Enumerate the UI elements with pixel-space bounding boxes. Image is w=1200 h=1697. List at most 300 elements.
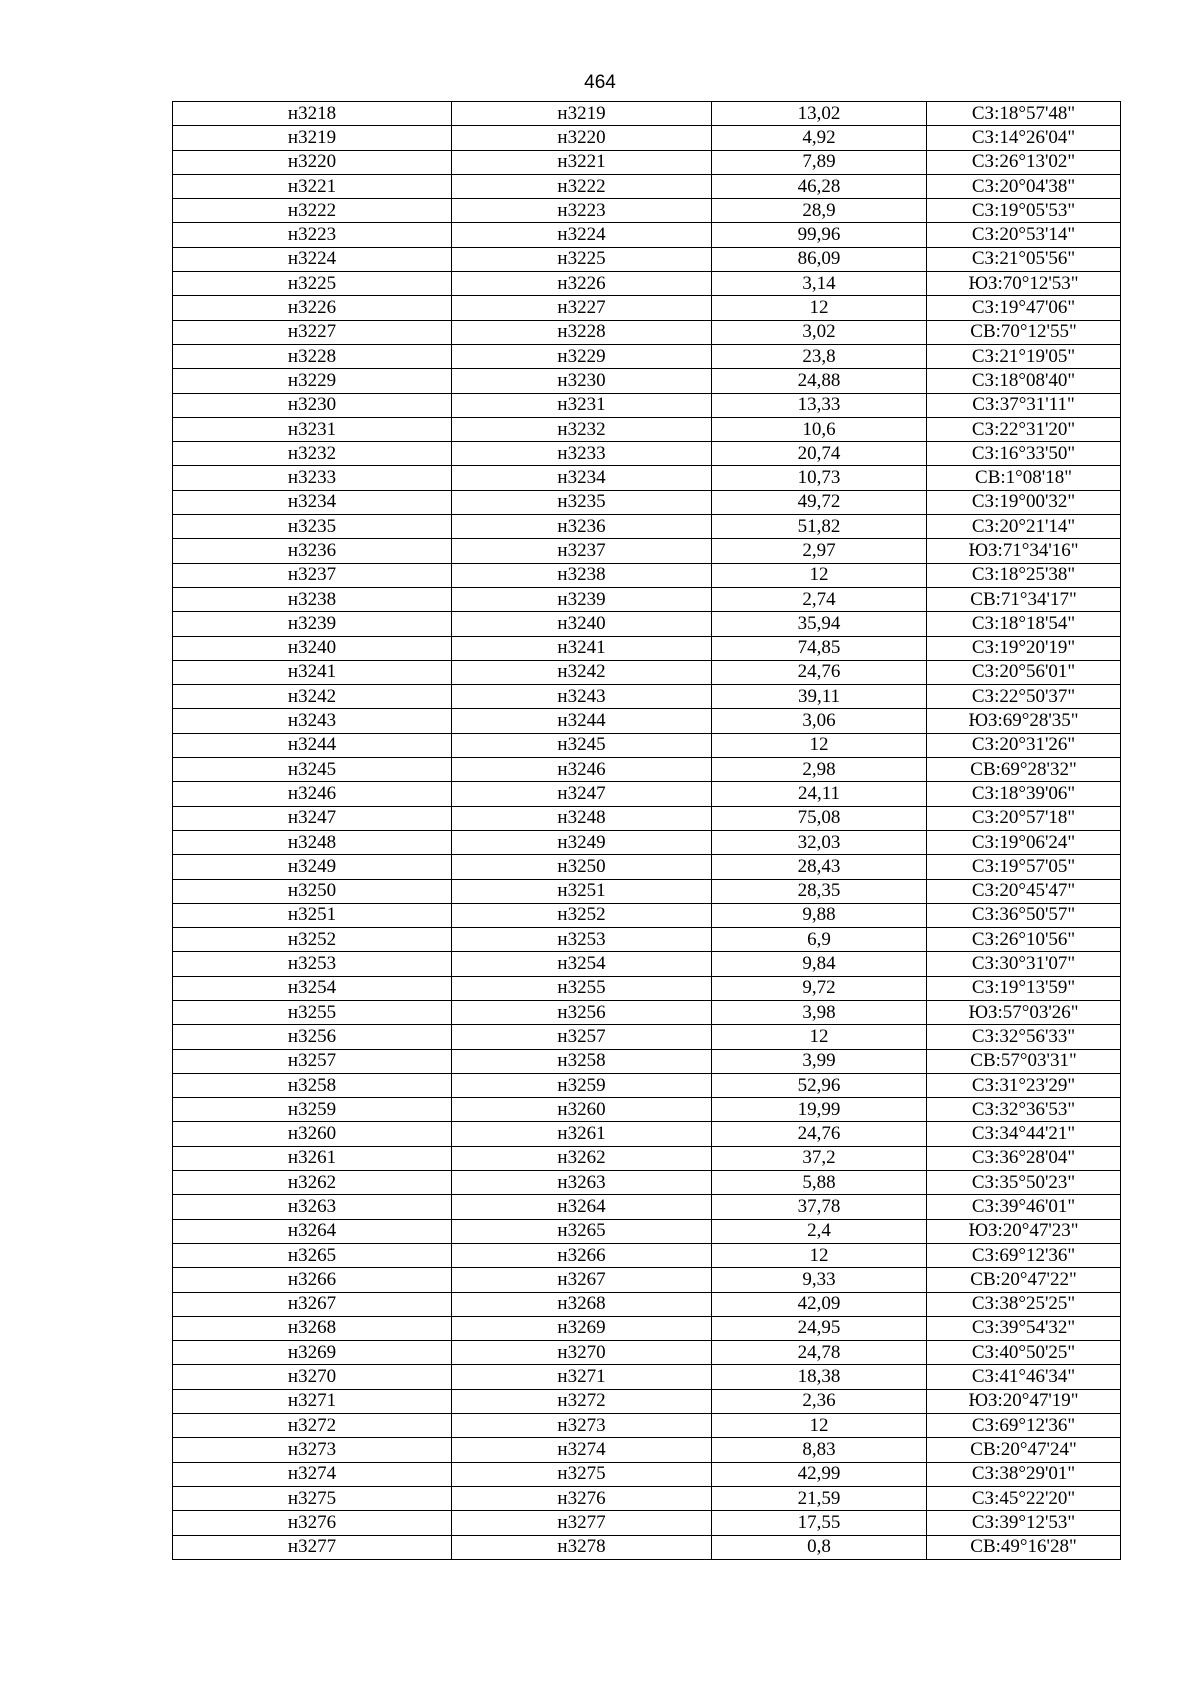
table-row bbox=[173, 1438, 1121, 1462]
table-row bbox=[173, 126, 1121, 150]
table-row bbox=[173, 1268, 1121, 1292]
bearing-cell: СЗ:39°12'53" bbox=[927, 1511, 1121, 1535]
distance-cell: 24,76 bbox=[712, 660, 927, 684]
from-point-cell: н3232 bbox=[173, 442, 452, 466]
distance-cell: 9,88 bbox=[712, 903, 927, 927]
to-point-cell: н3274 bbox=[452, 1438, 712, 1462]
to-point-cell: н3240 bbox=[452, 612, 712, 636]
from-point-cell: н3221 bbox=[173, 174, 452, 198]
to-point-cell: н3243 bbox=[452, 685, 712, 709]
distance-cell: 99,96 bbox=[712, 223, 927, 247]
to-point-cell: н3254 bbox=[452, 952, 712, 976]
from-point-cell: н3222 bbox=[173, 199, 452, 223]
to-point-cell: н3253 bbox=[452, 928, 712, 952]
table-row bbox=[173, 976, 1121, 1000]
distance-cell: 10,6 bbox=[712, 417, 927, 441]
to-point-cell: н3260 bbox=[452, 1098, 712, 1122]
to-point-cell: н3244 bbox=[452, 709, 712, 733]
table-row bbox=[173, 369, 1121, 393]
bearing-cell: СЗ:18°25'38" bbox=[927, 563, 1121, 587]
from-point-cell: н3247 bbox=[173, 806, 452, 830]
to-point-cell: н3269 bbox=[452, 1316, 712, 1340]
to-point-cell: н3227 bbox=[452, 296, 712, 320]
table-row bbox=[173, 1049, 1121, 1073]
bearing-cell: СЗ:20°04'38" bbox=[927, 174, 1121, 198]
from-point-cell: н3219 bbox=[173, 126, 452, 150]
from-point-cell: н3229 bbox=[173, 369, 452, 393]
from-point-cell: н3259 bbox=[173, 1098, 452, 1122]
to-point-cell: н3259 bbox=[452, 1073, 712, 1097]
bearing-cell: СЗ:18°57'48" bbox=[927, 102, 1121, 126]
bearing-cell: СЗ:22°50'37" bbox=[927, 685, 1121, 709]
distance-cell: 3,98 bbox=[712, 1000, 927, 1024]
table-row bbox=[173, 320, 1121, 344]
table-row bbox=[173, 563, 1121, 587]
from-point-cell: н3242 bbox=[173, 685, 452, 709]
to-point-cell: н3278 bbox=[452, 1535, 712, 1559]
to-point-cell: н3219 bbox=[452, 102, 712, 126]
to-point-cell: н3223 bbox=[452, 199, 712, 223]
bearing-cell: СЗ:22°31'20" bbox=[927, 417, 1121, 441]
table-row bbox=[173, 1073, 1121, 1097]
distance-cell: 10,73 bbox=[712, 466, 927, 490]
table-row bbox=[173, 1389, 1121, 1413]
from-point-cell: н3269 bbox=[173, 1341, 452, 1365]
distance-cell: 13,02 bbox=[712, 102, 927, 126]
from-point-cell: н3251 bbox=[173, 903, 452, 927]
distance-cell: 18,38 bbox=[712, 1365, 927, 1389]
bearing-cell: СЗ:39°46'01" bbox=[927, 1195, 1121, 1219]
distance-cell: 24,95 bbox=[712, 1316, 927, 1340]
to-point-cell: н3222 bbox=[452, 174, 712, 198]
bearing-cell: ЮЗ:70°12'53" bbox=[927, 272, 1121, 296]
distance-cell: 2,74 bbox=[712, 587, 927, 611]
table-row bbox=[173, 466, 1121, 490]
from-point-cell: н3277 bbox=[173, 1535, 452, 1559]
distance-cell: 2,97 bbox=[712, 539, 927, 563]
distance-cell: 39,11 bbox=[712, 685, 927, 709]
survey-table bbox=[172, 101, 1121, 1560]
table-row bbox=[173, 733, 1121, 757]
to-point-cell: н3258 bbox=[452, 1049, 712, 1073]
to-point-cell: н3228 bbox=[452, 320, 712, 344]
from-point-cell: н3252 bbox=[173, 928, 452, 952]
to-point-cell: н3248 bbox=[452, 806, 712, 830]
bearing-cell: СЗ:19°00'32" bbox=[927, 490, 1121, 514]
table-row bbox=[173, 855, 1121, 879]
from-point-cell: н3239 bbox=[173, 612, 452, 636]
bearing-cell: СЗ:40°50'25" bbox=[927, 1341, 1121, 1365]
to-point-cell: н3247 bbox=[452, 782, 712, 806]
table-row bbox=[173, 199, 1121, 223]
distance-cell: 13,33 bbox=[712, 393, 927, 417]
to-point-cell: н3246 bbox=[452, 758, 712, 782]
bearing-cell: СЗ:19°47'06" bbox=[927, 296, 1121, 320]
table-row bbox=[173, 709, 1121, 733]
distance-cell: 51,82 bbox=[712, 515, 927, 539]
table-row bbox=[173, 1025, 1121, 1049]
to-point-cell: н3275 bbox=[452, 1462, 712, 1486]
bearing-cell: СЗ:21°05'56" bbox=[927, 247, 1121, 271]
from-point-cell: н3236 bbox=[173, 539, 452, 563]
table-row bbox=[173, 806, 1121, 830]
distance-cell: 12 bbox=[712, 1025, 927, 1049]
distance-cell: 3,06 bbox=[712, 709, 927, 733]
to-point-cell: н3261 bbox=[452, 1122, 712, 1146]
bearing-cell: СВ:69°28'32" bbox=[927, 758, 1121, 782]
bearing-cell: СЗ:19°06'24" bbox=[927, 830, 1121, 854]
from-point-cell: н3233 bbox=[173, 466, 452, 490]
from-point-cell: н3265 bbox=[173, 1243, 452, 1267]
table-row bbox=[173, 636, 1121, 660]
distance-cell: 4,92 bbox=[712, 126, 927, 150]
to-point-cell: н3257 bbox=[452, 1025, 712, 1049]
distance-cell: 2,98 bbox=[712, 758, 927, 782]
from-point-cell: н3237 bbox=[173, 563, 452, 587]
from-point-cell: н3255 bbox=[173, 1000, 452, 1024]
distance-cell: 86,09 bbox=[712, 247, 927, 271]
bearing-cell: СЗ:30°31'07" bbox=[927, 952, 1121, 976]
table-row bbox=[173, 1292, 1121, 1316]
distance-cell: 12 bbox=[712, 296, 927, 320]
table-row bbox=[173, 150, 1121, 174]
table-row bbox=[173, 1341, 1121, 1365]
from-point-cell: н3241 bbox=[173, 660, 452, 684]
from-point-cell: н3246 bbox=[173, 782, 452, 806]
to-point-cell: н3230 bbox=[452, 369, 712, 393]
table-row bbox=[173, 1243, 1121, 1267]
from-point-cell: н3235 bbox=[173, 515, 452, 539]
bearing-cell: СЗ:21°19'05" bbox=[927, 344, 1121, 368]
from-point-cell: н3272 bbox=[173, 1414, 452, 1438]
to-point-cell: н3252 bbox=[452, 903, 712, 927]
table-row bbox=[173, 1195, 1121, 1219]
to-point-cell: н3270 bbox=[452, 1341, 712, 1365]
distance-cell: 42,09 bbox=[712, 1292, 927, 1316]
to-point-cell: н3263 bbox=[452, 1171, 712, 1195]
bearing-cell: ЮЗ:69°28'35" bbox=[927, 709, 1121, 733]
to-point-cell: н3229 bbox=[452, 344, 712, 368]
from-point-cell: н3218 bbox=[173, 102, 452, 126]
from-point-cell: н3273 bbox=[173, 1438, 452, 1462]
to-point-cell: н3226 bbox=[452, 272, 712, 296]
from-point-cell: н3267 bbox=[173, 1292, 452, 1316]
distance-cell: 28,9 bbox=[712, 199, 927, 223]
bearing-cell: СЗ:19°13'59" bbox=[927, 976, 1121, 1000]
from-point-cell: н3262 bbox=[173, 1171, 452, 1195]
bearing-cell: СЗ:36°28'04" bbox=[927, 1146, 1121, 1170]
page-number: 464 bbox=[584, 72, 616, 93]
to-point-cell: н3249 bbox=[452, 830, 712, 854]
table-row bbox=[173, 442, 1121, 466]
to-point-cell: н3250 bbox=[452, 855, 712, 879]
distance-cell: 3,02 bbox=[712, 320, 927, 344]
from-point-cell: н3275 bbox=[173, 1486, 452, 1510]
from-point-cell: н3245 bbox=[173, 758, 452, 782]
distance-cell: 35,94 bbox=[712, 612, 927, 636]
bearing-cell: СЗ:31°23'29" bbox=[927, 1073, 1121, 1097]
distance-cell: 9,33 bbox=[712, 1268, 927, 1292]
bearing-cell: СЗ:32°36'53" bbox=[927, 1098, 1121, 1122]
table-row bbox=[173, 1171, 1121, 1195]
distance-cell: 24,11 bbox=[712, 782, 927, 806]
to-point-cell: н3255 bbox=[452, 976, 712, 1000]
table-row bbox=[173, 296, 1121, 320]
table-row bbox=[173, 879, 1121, 903]
table-row bbox=[173, 1122, 1121, 1146]
from-point-cell: н3231 bbox=[173, 417, 452, 441]
bearing-cell: СЗ:18°18'54" bbox=[927, 612, 1121, 636]
distance-cell: 20,74 bbox=[712, 442, 927, 466]
bearing-cell: СЗ:39°54'32" bbox=[927, 1316, 1121, 1340]
distance-cell: 12 bbox=[712, 1414, 927, 1438]
from-point-cell: н3230 bbox=[173, 393, 452, 417]
bearing-cell: СЗ:19°20'19" bbox=[927, 636, 1121, 660]
bearing-cell: СВ:71°34'17" bbox=[927, 587, 1121, 611]
from-point-cell: н3254 bbox=[173, 976, 452, 1000]
from-point-cell: н3263 bbox=[173, 1195, 452, 1219]
bearing-cell: СВ:57°03'31" bbox=[927, 1049, 1121, 1073]
bearing-cell: СЗ:16°33'50" bbox=[927, 442, 1121, 466]
to-point-cell: н3225 bbox=[452, 247, 712, 271]
bearing-cell: СЗ:38°25'25" bbox=[927, 1292, 1121, 1316]
distance-cell: 3,14 bbox=[712, 272, 927, 296]
distance-cell: 12 bbox=[712, 733, 927, 757]
distance-cell: 8,83 bbox=[712, 1438, 927, 1462]
distance-cell: 6,9 bbox=[712, 928, 927, 952]
distance-cell: 49,72 bbox=[712, 490, 927, 514]
table-row bbox=[173, 247, 1121, 271]
to-point-cell: н3268 bbox=[452, 1292, 712, 1316]
to-point-cell: н3234 bbox=[452, 466, 712, 490]
table-row bbox=[173, 1462, 1121, 1486]
from-point-cell: н3227 bbox=[173, 320, 452, 344]
from-point-cell: н3274 bbox=[173, 1462, 452, 1486]
distance-cell: 3,99 bbox=[712, 1049, 927, 1073]
to-point-cell: н3266 bbox=[452, 1243, 712, 1267]
distance-cell: 17,55 bbox=[712, 1511, 927, 1535]
to-point-cell: н3272 bbox=[452, 1389, 712, 1413]
to-point-cell: н3233 bbox=[452, 442, 712, 466]
table-row bbox=[173, 660, 1121, 684]
from-point-cell: н3234 bbox=[173, 490, 452, 514]
table-row bbox=[173, 223, 1121, 247]
distance-cell: 2,4 bbox=[712, 1219, 927, 1243]
table-row bbox=[173, 587, 1121, 611]
bearing-cell: СЗ:20°21'14" bbox=[927, 515, 1121, 539]
table-row bbox=[173, 393, 1121, 417]
bearing-cell: СЗ:19°05'53" bbox=[927, 199, 1121, 223]
distance-cell: 19,99 bbox=[712, 1098, 927, 1122]
bearing-cell: СЗ:20°57'18" bbox=[927, 806, 1121, 830]
bearing-cell: СЗ:34°44'21" bbox=[927, 1122, 1121, 1146]
to-point-cell: н3256 bbox=[452, 1000, 712, 1024]
table-row bbox=[173, 515, 1121, 539]
from-point-cell: н3244 bbox=[173, 733, 452, 757]
from-point-cell: н3228 bbox=[173, 344, 452, 368]
from-point-cell: н3276 bbox=[173, 1511, 452, 1535]
table-row bbox=[173, 758, 1121, 782]
from-point-cell: н3268 bbox=[173, 1316, 452, 1340]
from-point-cell: н3220 bbox=[173, 150, 452, 174]
from-point-cell: н3261 bbox=[173, 1146, 452, 1170]
to-point-cell: н3251 bbox=[452, 879, 712, 903]
distance-cell: 0,8 bbox=[712, 1535, 927, 1559]
to-point-cell: н3277 bbox=[452, 1511, 712, 1535]
table-row bbox=[173, 685, 1121, 709]
bearing-cell: СЗ:20°56'01" bbox=[927, 660, 1121, 684]
table-row bbox=[173, 1511, 1121, 1535]
to-point-cell: н3237 bbox=[452, 539, 712, 563]
from-point-cell: н3225 bbox=[173, 272, 452, 296]
table-row bbox=[173, 1486, 1121, 1510]
distance-cell: 7,89 bbox=[712, 150, 927, 174]
distance-cell: 24,88 bbox=[712, 369, 927, 393]
bearing-cell: СЗ:20°45'47" bbox=[927, 879, 1121, 903]
distance-cell: 52,96 bbox=[712, 1073, 927, 1097]
table-body bbox=[173, 102, 1121, 1560]
to-point-cell: н3276 bbox=[452, 1486, 712, 1510]
table-row bbox=[173, 1365, 1121, 1389]
bearing-cell: СЗ:41°46'34" bbox=[927, 1365, 1121, 1389]
bearing-cell: ЮЗ:20°47'19" bbox=[927, 1389, 1121, 1413]
distance-cell: 24,76 bbox=[712, 1122, 927, 1146]
table-row bbox=[173, 102, 1121, 126]
bearing-cell: СЗ:69°12'36" bbox=[927, 1243, 1121, 1267]
table-row bbox=[173, 1316, 1121, 1340]
from-point-cell: н3250 bbox=[173, 879, 452, 903]
distance-cell: 23,8 bbox=[712, 344, 927, 368]
from-point-cell: н3226 bbox=[173, 296, 452, 320]
distance-cell: 37,78 bbox=[712, 1195, 927, 1219]
bearing-cell: СВ:20°47'24" bbox=[927, 1438, 1121, 1462]
table-row bbox=[173, 782, 1121, 806]
bearing-cell: СЗ:38°29'01" bbox=[927, 1462, 1121, 1486]
bearing-cell: СВ:49°16'28" bbox=[927, 1535, 1121, 1559]
bearing-cell: ЮЗ:57°03'26" bbox=[927, 1000, 1121, 1024]
to-point-cell: н3245 bbox=[452, 733, 712, 757]
bearing-cell: СЗ:20°31'26" bbox=[927, 733, 1121, 757]
distance-cell: 12 bbox=[712, 1243, 927, 1267]
from-point-cell: н3256 bbox=[173, 1025, 452, 1049]
to-point-cell: н3236 bbox=[452, 515, 712, 539]
from-point-cell: н3224 bbox=[173, 247, 452, 271]
bearing-cell: СЗ:45°22'20" bbox=[927, 1486, 1121, 1510]
distance-cell: 28,43 bbox=[712, 855, 927, 879]
distance-cell: 37,2 bbox=[712, 1146, 927, 1170]
distance-cell: 24,78 bbox=[712, 1341, 927, 1365]
table-row bbox=[173, 1219, 1121, 1243]
bearing-cell: СВ:20°47'22" bbox=[927, 1268, 1121, 1292]
distance-cell: 2,36 bbox=[712, 1389, 927, 1413]
to-point-cell: н3265 bbox=[452, 1219, 712, 1243]
bearing-cell: ЮЗ:71°34'16" bbox=[927, 539, 1121, 563]
table-row bbox=[173, 174, 1121, 198]
table-row bbox=[173, 417, 1121, 441]
bearing-cell: СЗ:18°39'06" bbox=[927, 782, 1121, 806]
to-point-cell: н3231 bbox=[452, 393, 712, 417]
to-point-cell: н3273 bbox=[452, 1414, 712, 1438]
table-row bbox=[173, 490, 1121, 514]
bearing-cell: СЗ:35°50'23" bbox=[927, 1171, 1121, 1195]
bearing-cell: СЗ:37°31'11" bbox=[927, 393, 1121, 417]
from-point-cell: н3243 bbox=[173, 709, 452, 733]
to-point-cell: н3239 bbox=[452, 587, 712, 611]
from-point-cell: н3271 bbox=[173, 1389, 452, 1413]
table-row bbox=[173, 903, 1121, 927]
distance-cell: 9,84 bbox=[712, 952, 927, 976]
table-row bbox=[173, 1000, 1121, 1024]
to-point-cell: н3235 bbox=[452, 490, 712, 514]
table-row bbox=[173, 612, 1121, 636]
table-row bbox=[173, 344, 1121, 368]
table-row bbox=[173, 1414, 1121, 1438]
distance-cell: 28,35 bbox=[712, 879, 927, 903]
table-row bbox=[173, 1535, 1121, 1559]
to-point-cell: н3224 bbox=[452, 223, 712, 247]
from-point-cell: н3258 bbox=[173, 1073, 452, 1097]
from-point-cell: н3270 bbox=[173, 1365, 452, 1389]
from-point-cell: н3266 bbox=[173, 1268, 452, 1292]
to-point-cell: н3264 bbox=[452, 1195, 712, 1219]
bearing-cell: СЗ:32°56'33" bbox=[927, 1025, 1121, 1049]
distance-cell: 9,72 bbox=[712, 976, 927, 1000]
bearing-cell: СЗ:36°50'57" bbox=[927, 903, 1121, 927]
to-point-cell: н3271 bbox=[452, 1365, 712, 1389]
bearing-cell: СВ:70°12'55" bbox=[927, 320, 1121, 344]
to-point-cell: н3238 bbox=[452, 563, 712, 587]
bearing-cell: СВ:1°08'18" bbox=[927, 466, 1121, 490]
from-point-cell: н3264 bbox=[173, 1219, 452, 1243]
bearing-cell: СЗ:18°08'40" bbox=[927, 369, 1121, 393]
from-point-cell: н3253 bbox=[173, 952, 452, 976]
table-row bbox=[173, 952, 1121, 976]
to-point-cell: н3232 bbox=[452, 417, 712, 441]
to-point-cell: н3242 bbox=[452, 660, 712, 684]
to-point-cell: н3220 bbox=[452, 126, 712, 150]
distance-cell: 75,08 bbox=[712, 806, 927, 830]
distance-cell: 32,03 bbox=[712, 830, 927, 854]
table-row bbox=[173, 928, 1121, 952]
distance-cell: 74,85 bbox=[712, 636, 927, 660]
from-point-cell: н3260 bbox=[173, 1122, 452, 1146]
table-row bbox=[173, 1098, 1121, 1122]
from-point-cell: н3240 bbox=[173, 636, 452, 660]
to-point-cell: н3241 bbox=[452, 636, 712, 660]
from-point-cell: н3223 bbox=[173, 223, 452, 247]
table-row bbox=[173, 1146, 1121, 1170]
table-row bbox=[173, 830, 1121, 854]
from-point-cell: н3257 bbox=[173, 1049, 452, 1073]
table-row bbox=[173, 539, 1121, 563]
to-point-cell: н3267 bbox=[452, 1268, 712, 1292]
bearing-cell: СЗ:20°53'14" bbox=[927, 223, 1121, 247]
bearing-cell: СЗ:26°13'02" bbox=[927, 150, 1121, 174]
to-point-cell: н3262 bbox=[452, 1146, 712, 1170]
from-point-cell: н3248 bbox=[173, 830, 452, 854]
from-point-cell: н3249 bbox=[173, 855, 452, 879]
bearing-cell: ЮЗ:20°47'23" bbox=[927, 1219, 1121, 1243]
bearing-cell: СЗ:19°57'05" bbox=[927, 855, 1121, 879]
distance-cell: 12 bbox=[712, 563, 927, 587]
bearing-cell: СЗ:26°10'56" bbox=[927, 928, 1121, 952]
distance-cell: 21,59 bbox=[712, 1486, 927, 1510]
from-point-cell: н3238 bbox=[173, 587, 452, 611]
bearing-cell: СЗ:14°26'04" bbox=[927, 126, 1121, 150]
to-point-cell: н3221 bbox=[452, 150, 712, 174]
table-row bbox=[173, 272, 1121, 296]
bearing-cell: СЗ:69°12'36" bbox=[927, 1414, 1121, 1438]
